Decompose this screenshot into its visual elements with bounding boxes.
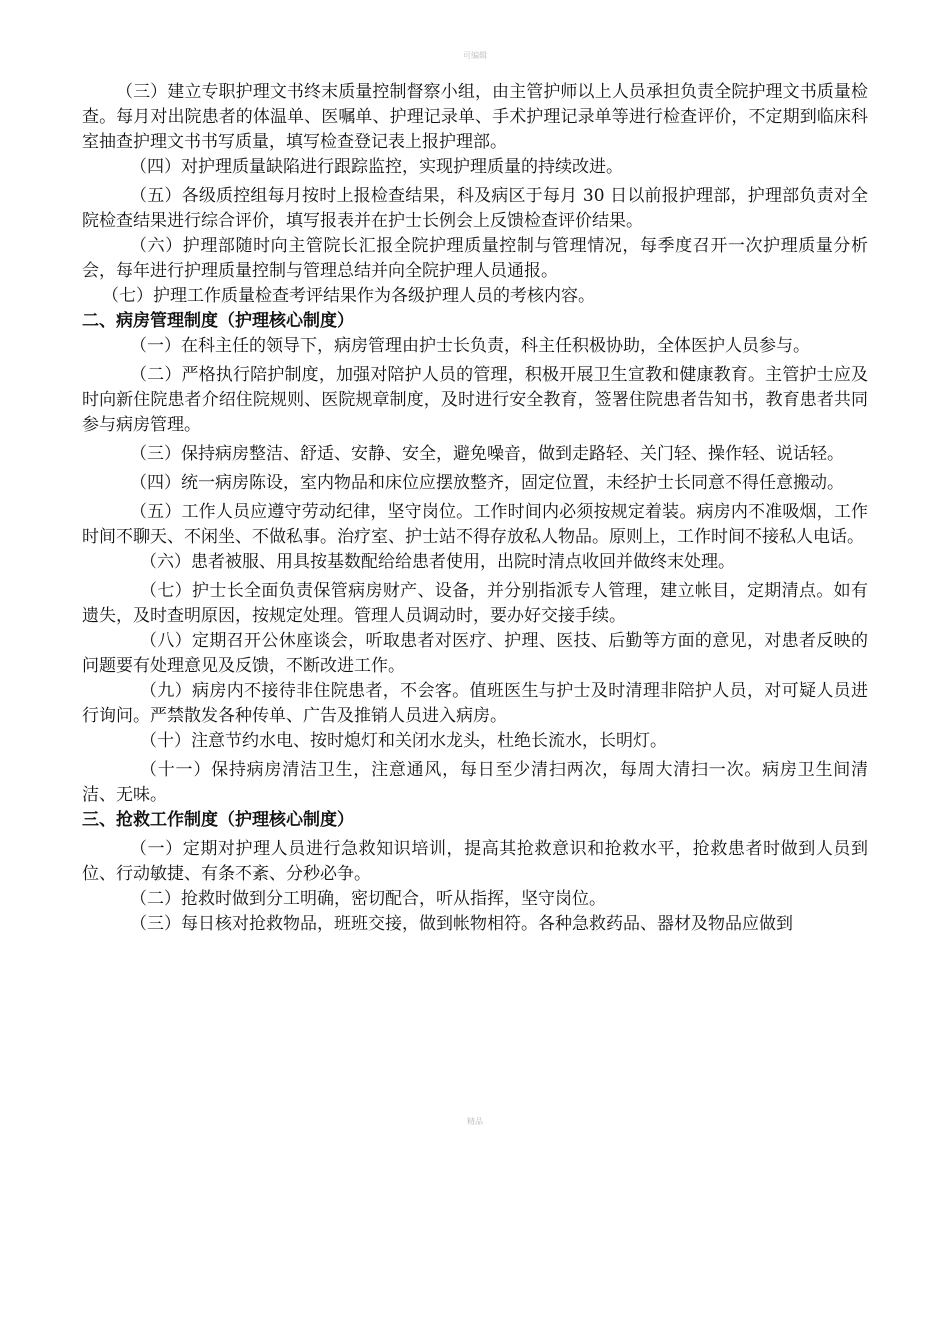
paragraph-save-utilities: （十）注意节约水电、按时熄灯和关闭水龙头，杜绝长流水，长明灯。 xyxy=(140,731,667,751)
paragraph-work-discipline: （五）工作人员应遵守劳动纪律，坚守岗位。工作时间内必须按规定着装。病房内不准吸烟，工作时间不聊天、不闲坐、不做私事。治疗室、护士站不得存放私人物品。原则上，工作时间不接私人电话。 xyxy=(82,502,868,547)
paragraph-patient-forum: （八）定期召开公休座谈会，听取患者对医疗、护理、医技、后勤等方面的意见，对患者反映的问题要有处理意见及反馈，不断改进工作。 xyxy=(82,631,868,676)
paragraph-rescue-cooperation: （二）抢救时做到分工明确，密切配合，听从指挥，坚守岗位。 xyxy=(130,889,606,909)
paragraph-escort-system: （二）严格执行陪护制度，加强对陪护人员的管理，积极开展卫生宣教和健康教育。主管护士应及时向新住院患者介绍住院规则、医院规章制度，及时进行安全教育，签署住院患者告知书，教育患者共同参与病房管理。 xyxy=(82,365,868,435)
section-heading-rescue-work: 三、抢救工作制度（护理核心制度） xyxy=(82,810,354,830)
paragraph-ward-cleaning: （十一）保持病房清洁卫生，注意通风，每日至少清扫两次，每周大清扫一次。病房卫生间清洁、无味。 xyxy=(82,760,868,805)
document-body xyxy=(82,80,868,937)
paragraph-quarterly-analysis: （六）护理部随时向主管院长汇报全院护理质量控制与管理情况，每季度召开一次护理质量分析会，每年进行护理质量控制与管理总结并向全院护理人员通报。 xyxy=(82,236,868,281)
paragraph-bedding-supplies: （六）患者被服、用具按基数配给给患者使用，出院时清点收回并做终末处理。 xyxy=(140,552,735,572)
paragraph-ward-leadership: （一）在科主任的领导下，病房管理由护士长负责，科主任积极协助，全体医护人员参与。 xyxy=(130,336,810,356)
paragraph-monthly-report: （五）各级质控组每月按时上报检查结果，科及病区于每月 30 日以前报护理部，护理部负责对全院检查结果进行综合评价，填写报表并在护士长例会上反馈检查评价结果。 xyxy=(82,186,868,231)
paragraph-rescue-training: （一）定期对护理人员进行急救知识培训，提高其抢救意识和抢救水平，抢救患者时做到人员到位、行动敏捷、有条不紊、分秒必争。 xyxy=(82,839,868,884)
paragraph-quality-inspection-team: （三）建立专职护理文书终末质量控制督察小组，由主管护师以上人员承担负责全院护理文书质量检查。每月对出院患者的体温单、医嘱单、护理记录单、手术护理记录单等进行检查评价，不定期到临床科室抽查护理文书书写质量，填写检查登记表上报护理部。 xyxy=(82,82,868,152)
paragraph-ward-furnishing: （四）统一病房陈设，室内物品和床位应摆放整齐，固定位置，未经护士长同意不得任意搬动。 xyxy=(130,473,844,493)
paragraph-defect-monitoring: （四）对护理质量缺陷进行跟踪监控，实现护理质量的持续改进。 xyxy=(130,157,623,177)
paragraph-property-custody: （七）护士长全面负责保管病房财产、设备，并分别指派专人管理，建立帐目，定期清点。如有遗失，及时查明原因，按规定处理。管理人员调动时，要办好交接手续。 xyxy=(82,581,868,626)
page-header: 可编辑 xyxy=(463,51,487,60)
page-footer: 精品 xyxy=(467,1117,483,1126)
paragraph-ward-quiet: （三）保持病房整洁、舒适、安静、安全，避免噪音，做到走路轻、关门轻、操作轻、说话轻。 xyxy=(130,444,844,464)
paragraph-evaluation-results: （七）护理工作质量检查考评结果作为各级护理人员的考核内容。 xyxy=(102,286,595,306)
section-heading-ward-management: 二、病房管理制度（护理核心制度） xyxy=(82,311,354,331)
paragraph-rescue-supplies: （三）每日核对抢救物品，班班交接，做到帐物相符。各种急救药品、器材及物品应做到 xyxy=(130,914,793,934)
paragraph-visitor-control: （九）病房内不接待非住院患者，不会客。值班医生与护士及时清理非陪护人员，对可疑人员进行询问。严禁散发各种传单、广告及推销人员进入病房。 xyxy=(82,681,868,726)
